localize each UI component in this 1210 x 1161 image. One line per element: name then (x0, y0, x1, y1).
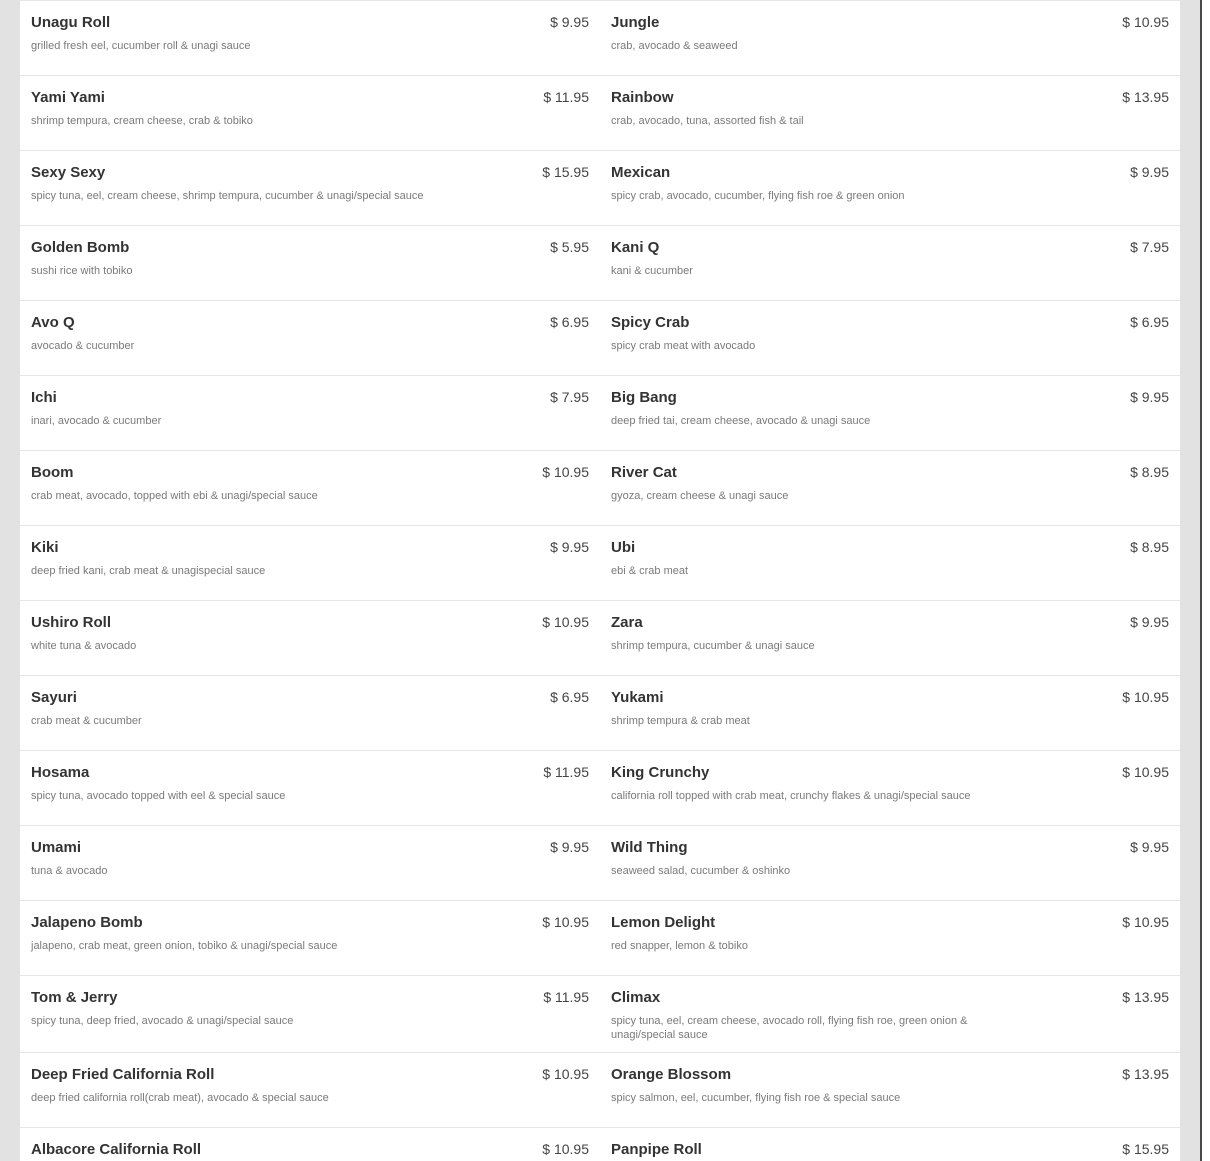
menu-item-description: shrimp tempura, cucumber & unagi sauce (611, 640, 815, 652)
menu-item-price: $ 10.95 (542, 1066, 589, 1082)
menu-item (611, 676, 1169, 750)
menu-item (31, 451, 589, 525)
menu-item (31, 676, 589, 750)
menu-item-name: Rainbow (611, 89, 674, 106)
menu-item-name: Big Bang (611, 389, 677, 406)
menu-item-description: deep fried california roll(crab meat), avocado & special sauce (31, 1092, 329, 1104)
menu-item-description: spicy salmon, eel, cucumber, flying fish roe & special sauce (611, 1092, 901, 1104)
menu-item (31, 151, 589, 225)
menu-item-price: $ 10.95 (1122, 764, 1169, 780)
menu-item (31, 226, 589, 300)
menu-item (611, 1128, 1169, 1161)
menu-item-name: King Crunchy (611, 764, 710, 781)
menu-item-price: $ 11.95 (543, 89, 589, 105)
menu-item-price: $ 13.95 (1122, 1066, 1169, 1082)
menu-row (20, 300, 1180, 375)
menu-row (20, 975, 1180, 1052)
menu-item (611, 601, 1169, 675)
menu-item-description: crab, avocado & seaweed (611, 40, 738, 52)
menu-item-name: Yukami (611, 689, 664, 706)
menu-item-price: $ 7.95 (1130, 239, 1169, 255)
menu-item-price: $ 10.95 (1122, 914, 1169, 930)
menu-item-description: spicy tuna, eel, cream cheese, avocado roll, flying fish roe, green onion & unagi/special sauce (611, 1015, 968, 1041)
menu-item-description: shrimp tempura & crab meat (611, 715, 750, 727)
menu-item (611, 376, 1169, 450)
menu-item-price: $ 13.95 (1122, 989, 1169, 1005)
menu-item-price: $ 10.95 (542, 614, 589, 630)
menu-item (31, 976, 589, 1052)
menu-item-description: crab meat & cucumber (31, 715, 142, 727)
window-gap (1202, 0, 1210, 1161)
menu-row (20, 825, 1180, 900)
menu-item (31, 826, 589, 900)
menu-item (31, 1, 589, 75)
menu-item-description: kani & cucumber (611, 265, 693, 277)
menu-item (31, 1053, 589, 1127)
menu-item-name: Lemon Delight (611, 914, 716, 931)
menu-item-name: Albacore California Roll (31, 1141, 202, 1158)
menu-item-description: spicy crab, avocado, cucumber, flying fish roe & green onion (611, 190, 905, 202)
menu-item (31, 601, 589, 675)
menu-item-price: $ 10.95 (1122, 14, 1169, 30)
menu-row (20, 675, 1180, 750)
menu-item-description: spicy crab meat with avocado (611, 340, 756, 352)
menu-item-price: $ 10.95 (542, 1141, 589, 1157)
menu-item (31, 901, 589, 975)
menu-item-description: tuna & avocado (31, 865, 108, 877)
menu-item-name: Kani Q (611, 239, 660, 256)
menu-item (611, 151, 1169, 225)
menu-row (20, 750, 1180, 825)
menu-item (611, 301, 1169, 375)
menu-item (611, 526, 1169, 600)
menu-item-name: Climax (611, 989, 661, 1006)
menu-item-price: $ 10.95 (542, 464, 589, 480)
menu-item-description: grilled fresh eel, cucumber roll & unagi sauce (31, 40, 251, 52)
menu-row (20, 1127, 1180, 1161)
menu-item-name: Spicy Crab (611, 314, 690, 331)
menu-item-price: $ 7.95 (550, 389, 589, 405)
menu-item-price: $ 9.95 (550, 839, 589, 855)
menu-item-description: ebi & crab meat (611, 565, 689, 577)
menu-row (20, 1052, 1180, 1127)
menu-item (611, 76, 1169, 150)
menu-item-price: $ 15.95 (542, 164, 589, 180)
menu-item-name: Wild Thing (611, 839, 688, 856)
menu-item (611, 1, 1169, 75)
menu-item-name: Jungle (611, 14, 660, 31)
menu-item-description: red snapper, lemon & tobiko (611, 940, 748, 952)
menu-item-price: $ 9.95 (1130, 614, 1169, 630)
menu-item-description: spicy tuna, eel, cream cheese, shrimp tempura, cucumber & unagi/special sauce (31, 190, 424, 202)
menu-item (31, 376, 589, 450)
menu-item-price: $ 10.95 (542, 914, 589, 930)
menu-row (20, 150, 1180, 225)
menu-item (31, 1128, 589, 1161)
menu-item-name: Deep Fried California Roll (31, 1066, 215, 1083)
menu-item-name: Sexy Sexy (31, 164, 106, 181)
menu-row (20, 900, 1180, 975)
menu-item-description: spicy tuna, avocado topped with eel & special sauce (31, 790, 286, 802)
menu-item (31, 526, 589, 600)
menu-item-price: $ 11.95 (543, 764, 589, 780)
menu-item-price: $ 6.95 (1130, 314, 1169, 330)
menu-item-description: inari, avocado & cucumber (31, 415, 162, 427)
menu-item-name: Hosama (31, 764, 90, 781)
menu-item-description: crab meat, avocado, topped with ebi & unagi/special sauce (31, 490, 318, 502)
menu-item-name: Umami (31, 839, 82, 856)
menu-item-description: deep fried tai, cream cheese, avocado & unagi sauce (611, 415, 871, 427)
menu-item-name: Ichi (31, 389, 57, 406)
menu-item-description: jalapeno, crab meat, green onion, tobiko & unagi/special sauce (31, 940, 338, 952)
menu-item-price: $ 15.95 (1122, 1141, 1169, 1157)
menu-item-description: crab, avocado, tuna, assorted fish & tail (611, 115, 804, 127)
menu-item-price: $ 9.95 (1130, 164, 1169, 180)
menu-item-price: $ 6.95 (550, 689, 589, 705)
menu-panel (20, 0, 1180, 1161)
menu-row (20, 375, 1180, 450)
menu-item-price: $ 11.95 (543, 989, 589, 1005)
menu-row (20, 600, 1180, 675)
menu-item (611, 751, 1169, 825)
menu-row (20, 75, 1180, 150)
menu-item-name: Zara (611, 614, 643, 631)
menu-item-name: Boom (31, 464, 74, 481)
menu-item (611, 1053, 1169, 1127)
menu-item-name: River Cat (611, 464, 677, 481)
menu-item (611, 226, 1169, 300)
menu-item-name: Orange Blossom (611, 1066, 732, 1083)
menu-item-price: $ 9.95 (550, 539, 589, 555)
menu-item (611, 976, 1169, 1052)
menu-item-name: Jalapeno Bomb (31, 914, 143, 931)
menu-item-description: seaweed salad, cucumber & oshinko (611, 865, 791, 877)
menu-item-description: avocado & cucumber (31, 340, 135, 352)
menu-row (20, 525, 1180, 600)
menu-item-description: shrimp tempura, cream cheese, crab & tobiko (31, 115, 253, 127)
menu-item (611, 451, 1169, 525)
menu-item-description: california roll topped with crab meat, crunchy flakes & unagi/special sauce (611, 790, 971, 802)
menu-item-description: white tuna & avocado (31, 640, 137, 652)
menu-item-price: $ 8.95 (1130, 539, 1169, 555)
menu-item-price: $ 6.95 (550, 314, 589, 330)
menu-item (611, 901, 1169, 975)
menu-item-name: Kiki (31, 539, 59, 556)
menu-item-name: Tom & Jerry (31, 989, 118, 1006)
menu-item-price: $ 9.95 (550, 14, 589, 30)
menu-item-price: $ 5.95 (550, 239, 589, 255)
menu-item-name: Panpipe Roll (611, 1141, 702, 1158)
menu-item-price: $ 9.95 (1130, 389, 1169, 405)
menu-item-price: $ 9.95 (1130, 839, 1169, 855)
menu-item-price: $ 13.95 (1122, 89, 1169, 105)
menu-item-description: sushi rice with tobiko (31, 265, 133, 277)
menu-item-name: Yami Yami (31, 89, 105, 106)
menu-item-name: Mexican (611, 164, 671, 181)
menu-item (31, 301, 589, 375)
menu-row (20, 225, 1180, 300)
menu-item-description: deep fried kani, crab meat & unagispecial sauce (31, 565, 266, 577)
menu-item-price: $ 8.95 (1130, 464, 1169, 480)
menu-item (611, 826, 1169, 900)
menu-item-name: Ushiro Roll (31, 614, 112, 631)
menu-item (31, 76, 589, 150)
menu-item (31, 751, 589, 825)
menu-item-price: $ 10.95 (1122, 689, 1169, 705)
menu-item-name: Sayuri (31, 689, 77, 706)
menu-row (20, 450, 1180, 525)
menu-item-name: Unagu Roll (31, 14, 111, 31)
menu-item-description: spicy tuna, deep fried, avocado & unagi/special sauce (31, 1015, 294, 1027)
menu-item-description: gyoza, cream cheese & unagi sauce (611, 490, 789, 502)
menu-item-name: Ubi (611, 539, 636, 556)
menu-item-name: Golden Bomb (31, 239, 130, 256)
menu-row (20, 0, 1180, 75)
menu-item-name: Avo Q (31, 314, 75, 331)
